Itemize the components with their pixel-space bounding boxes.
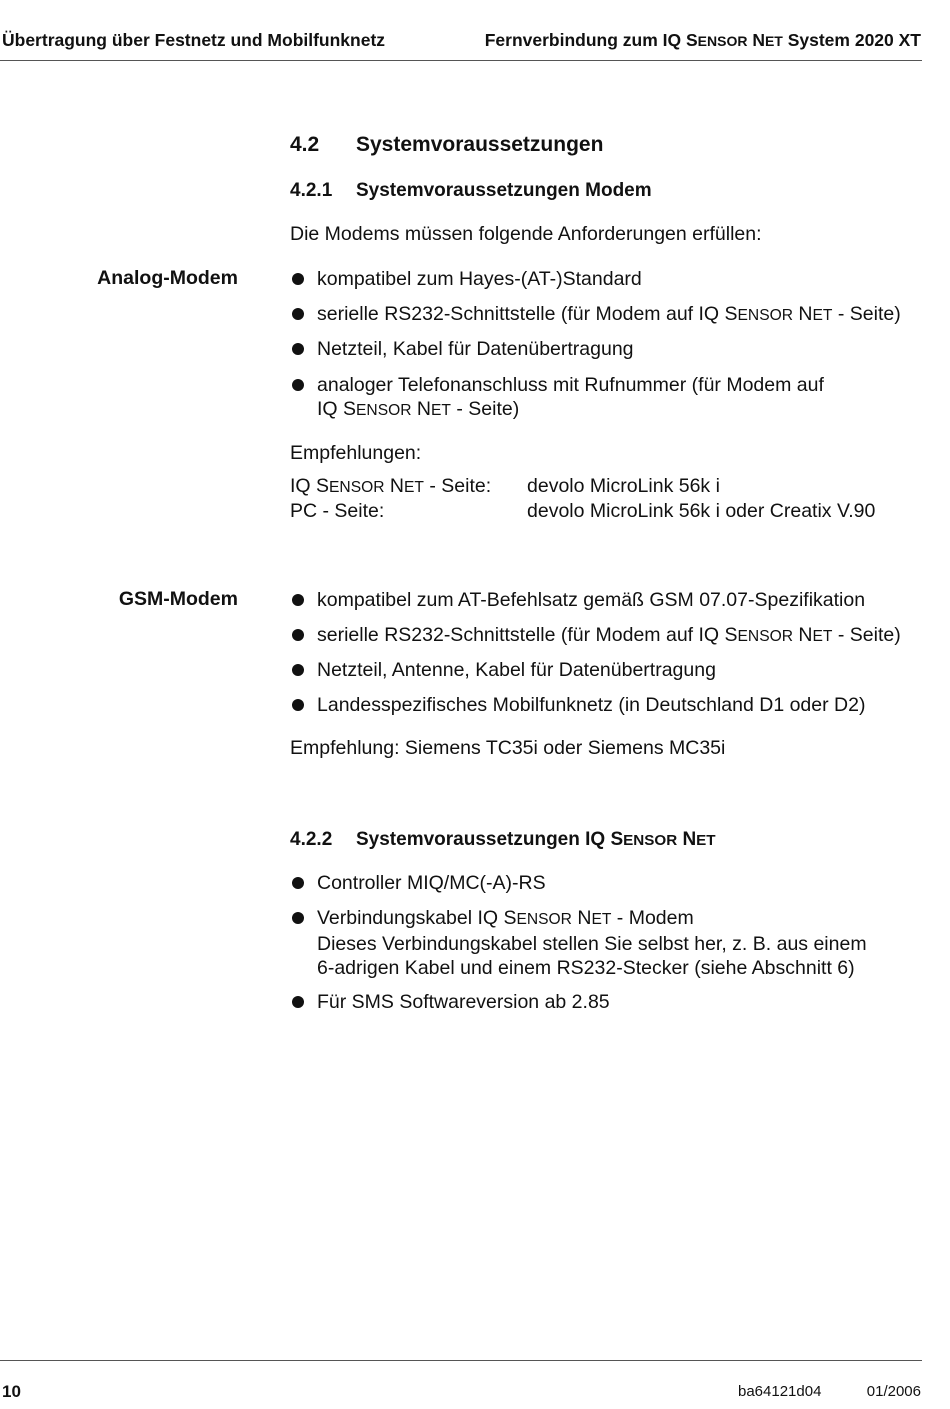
bullet-icon	[292, 308, 304, 320]
bullet-icon	[292, 877, 304, 889]
list-item: analoger Telefonanschluss mit Rufnummer (für Modem auf IQ SENSOR NET - Seite)	[317, 374, 824, 420]
bullet-icon	[292, 629, 304, 641]
running-header-left: Übertragung über Festnetz und Mobilfunknetz	[2, 30, 386, 50]
list-item: kompatibel zum Hayes-(AT-)Standard	[317, 268, 642, 290]
recommendation-side-label: IQ SENSOR NET - Seite:	[290, 475, 492, 497]
recommendation-value: devolo MicroLink 56k i	[527, 475, 720, 497]
footer-rule	[0, 1360, 922, 1361]
subsection-title: Systemvoraussetzungen IQ SENSOR NET	[356, 829, 716, 850]
list-item: serielle RS232-Schnittstelle (für Modem auf IQ SENSOR NET - Seite)	[317, 624, 901, 646]
bullet-icon	[292, 664, 304, 676]
list-item: kompatibel zum AT-Befehlsatz gemäß GSM 07.07-Spezifikation	[317, 589, 866, 611]
list-item: Netzteil, Kabel für Datenübertragung	[317, 338, 634, 360]
running-header-right: Fernverbindung zum IQ SENSOR NET System 2020 XT	[484, 30, 921, 50]
list-item: Controller MIQ/MC(-A)-RS	[317, 872, 546, 894]
gsm-modem-label: GSM-Modem	[118, 588, 238, 610]
recommendations-label: Empfehlungen:	[290, 442, 422, 464]
subsection-number: 4.2.2	[290, 829, 333, 850]
bullet-icon	[292, 912, 304, 924]
section-number: 4.2	[290, 133, 320, 156]
list-item: serielle RS232-Schnittstelle (für Modem auf IQ SENSOR NET - Seite)	[317, 303, 901, 325]
subsection-number: 4.2.1	[290, 180, 333, 201]
analog-modem-label: Analog-Modem	[97, 267, 238, 289]
subsection-title: Systemvoraussetzungen Modem	[356, 180, 652, 201]
list-item: Für SMS Softwareversion ab 2.85	[317, 991, 610, 1013]
recommendation-side-label: PC - Seite:	[290, 500, 385, 522]
document-id: ba64121d04	[738, 1383, 822, 1400]
recommendation-value: devolo MicroLink 56k i oder Creatix V.90	[527, 500, 876, 522]
gsm-recommendation: Empfehlung: Siemens TC35i oder Siemens MC35i	[290, 737, 726, 759]
bullet-icon	[292, 699, 304, 711]
list-item: Netzteil, Antenne, Kabel für Datenübertragung	[317, 659, 716, 681]
section-title: Systemvoraussetzungen	[356, 133, 604, 156]
bullet-icon	[292, 343, 304, 355]
bullet-icon	[292, 273, 304, 285]
bullet-icon	[292, 594, 304, 606]
document-date: 01/2006	[866, 1383, 921, 1400]
list-item: Verbindungskabel IQ SENSOR NET - Modem Dieses Verbindungskabel stellen Sie selbst her, z. B. aus einem 6-adrigen Kabel und einem RS232-Stecker (siehe Abschnitt 6)	[317, 907, 867, 979]
bullet-icon	[292, 996, 304, 1008]
intro-text: Die Modems müssen folgende Anforderungen erfüllen:	[290, 223, 762, 245]
bullet-icon	[292, 379, 304, 391]
header-rule	[0, 60, 922, 61]
list-item: Landesspezifisches Mobilfunknetz (in Deutschland D1 oder D2)	[317, 694, 866, 716]
page-number: 10	[2, 1382, 21, 1401]
